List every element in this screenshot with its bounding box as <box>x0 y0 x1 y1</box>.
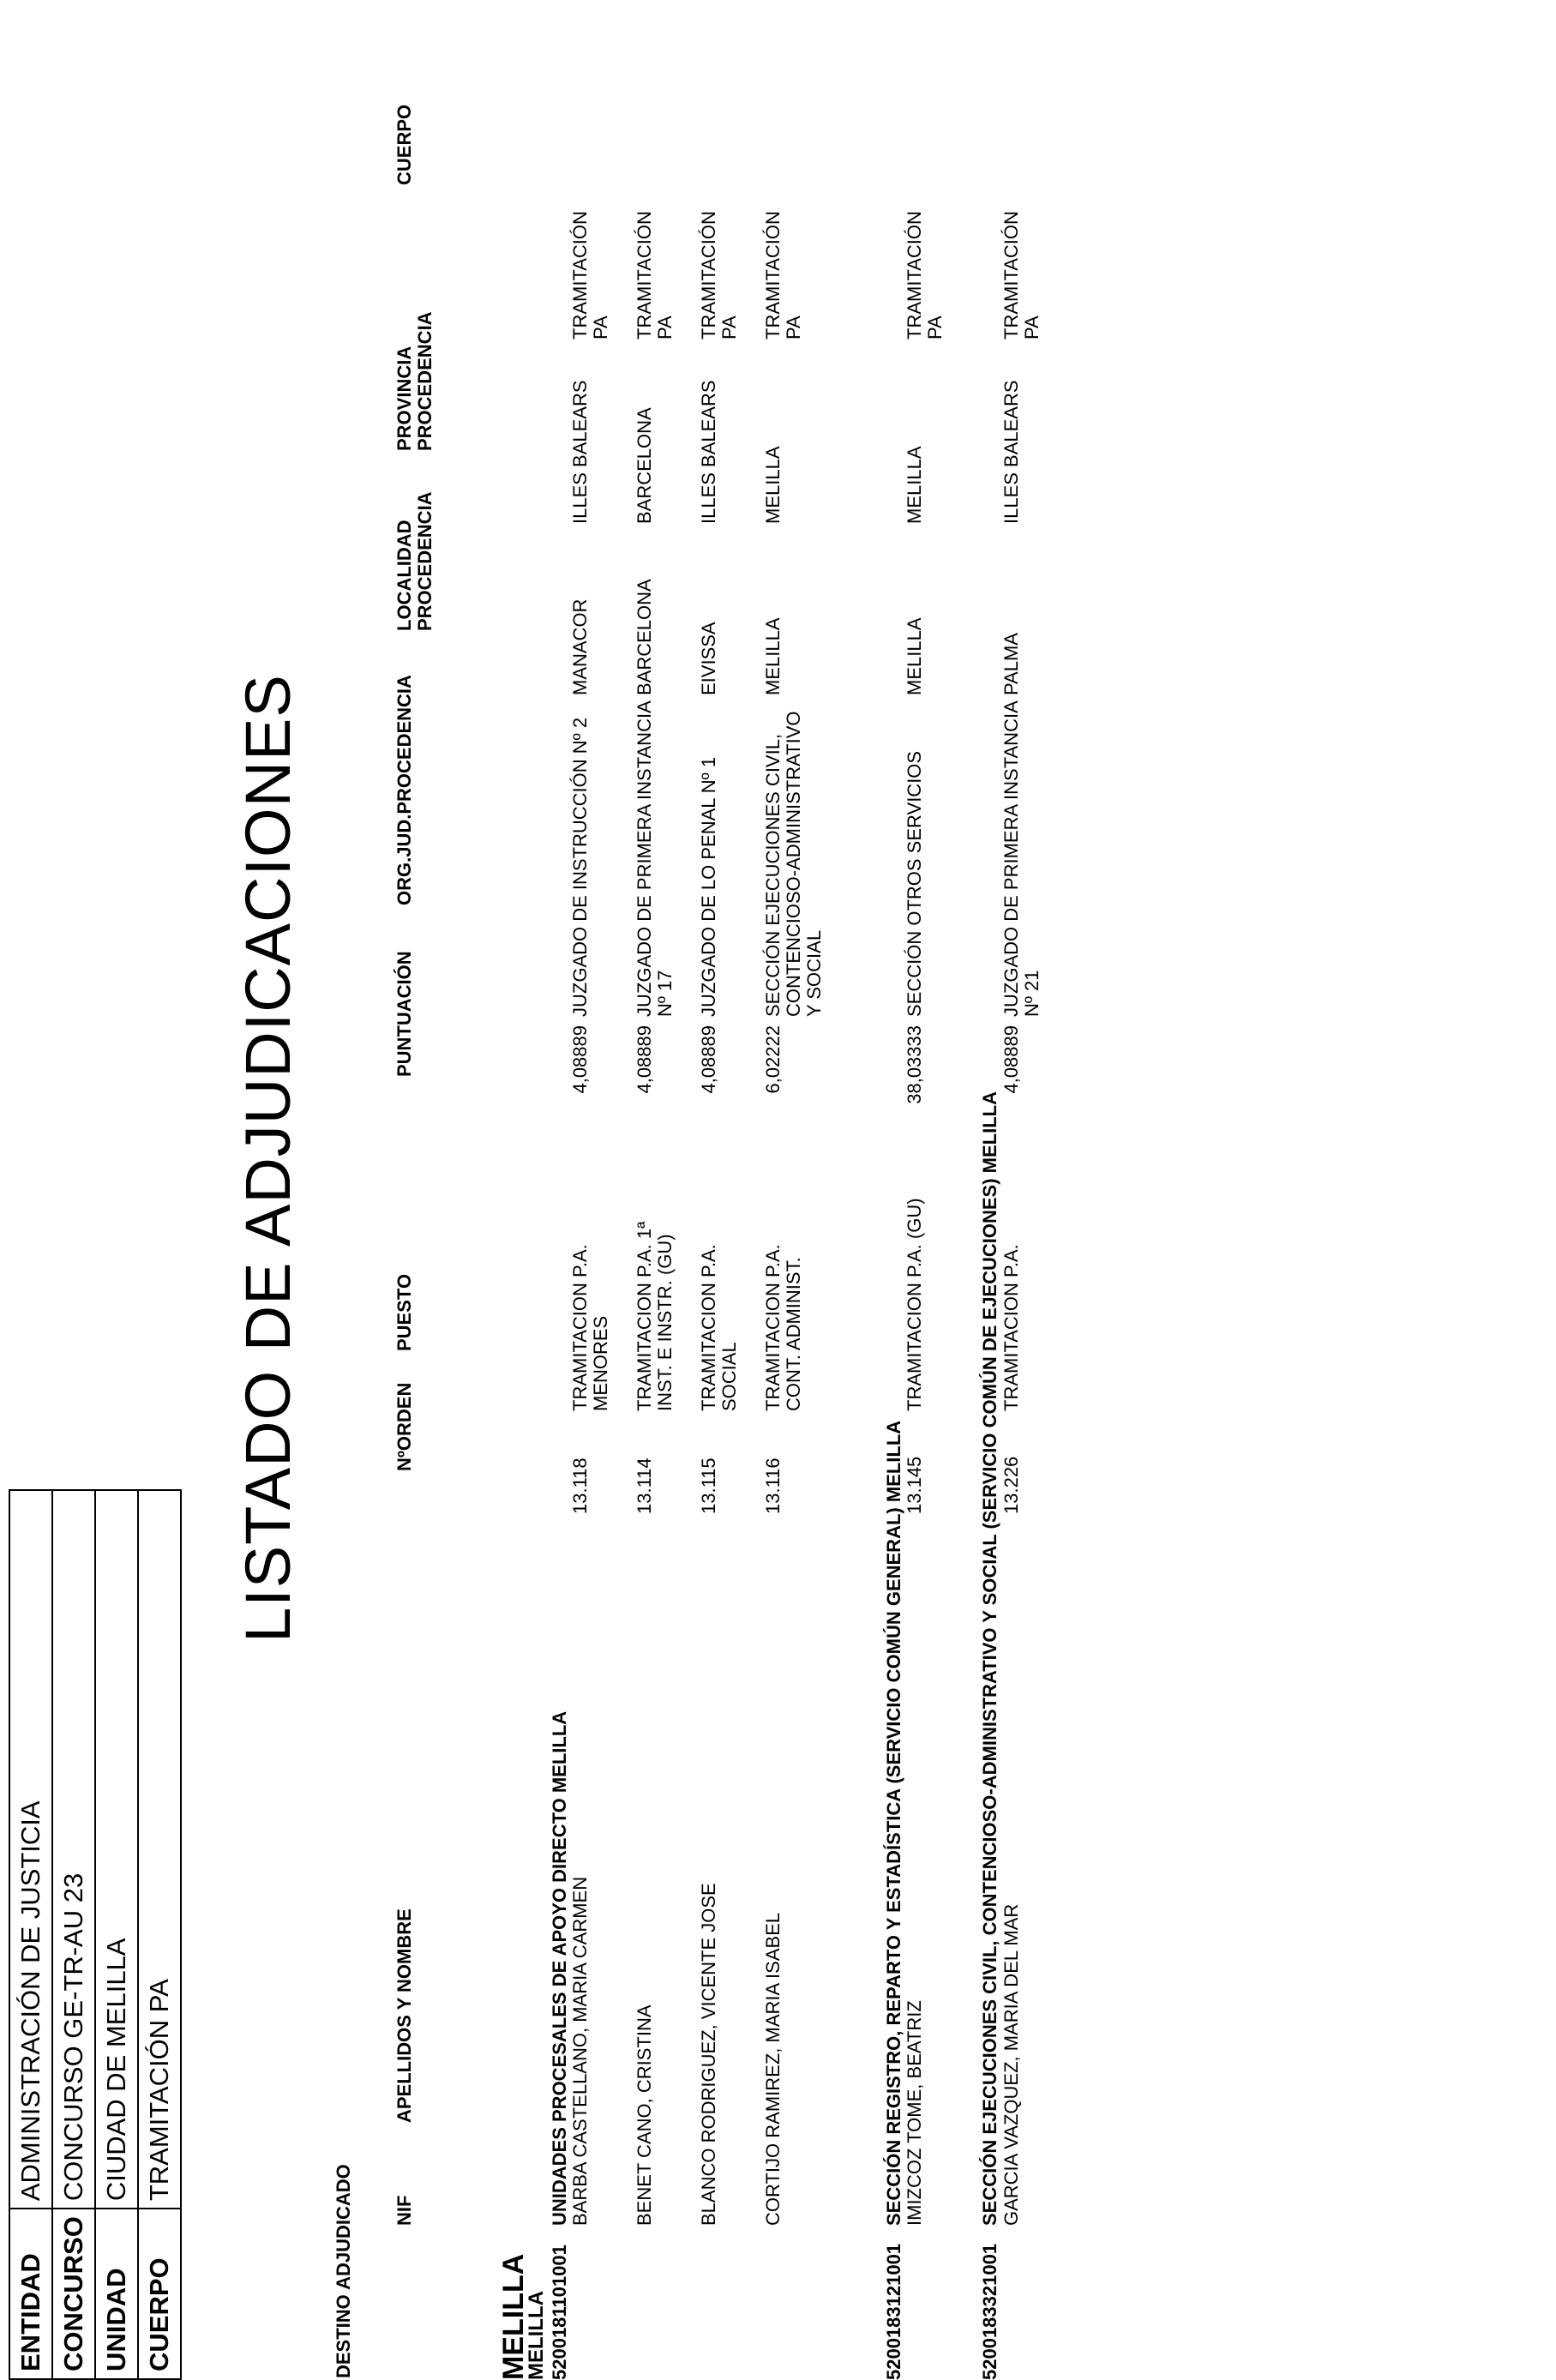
row-provincia: MELILLA <box>762 446 784 524</box>
destino-code: 5200183121001 <box>883 2243 904 2380</box>
row-puntuacion: 4,08889 <box>634 1025 655 1094</box>
row-org: JUZGADO DE INSTRUCCIÓN Nº 2 <box>569 717 591 1017</box>
row-cuerpo: TRAMITACIÓN PA <box>569 211 611 340</box>
row-nombre: BENET CANO, CRISTINA <box>634 2004 655 2226</box>
row-org: JUZGADO DE LO PENAL Nº 1 <box>698 756 719 1017</box>
header-nif: NIF <box>394 2195 415 2226</box>
row-localidad: MANACOR <box>569 598 591 695</box>
row-orden: 13.145 <box>904 1456 925 1514</box>
header-orden: NºORDEN <box>394 1382 415 1471</box>
row-nombre: CORTIJO RAMIREZ, MARIA ISABEL <box>762 1912 784 2226</box>
info-value: TRAMITACIÓN PA <box>138 1490 181 2209</box>
header-org: ORG.JUD.PROCEDENCIA <box>394 675 415 905</box>
row-puntuacion: 38,03333 <box>904 1025 925 1104</box>
row-cuerpo: TRAMITACIÓN PA <box>904 211 946 340</box>
subregion-heading: MELILLA <box>525 2291 548 2380</box>
row-localidad: PALMA <box>1000 633 1022 695</box>
row-puesto: TRAMITACION P.A. (GU) <box>904 1198 925 1411</box>
destino-code: 5200181101001 <box>549 2245 570 2380</box>
row-puesto: TRAMITACION P.A. MENORES <box>569 1244 611 1411</box>
row-orden: 13.118 <box>569 1457 591 1514</box>
row-provincia: ILLES BALEARS <box>1000 380 1022 524</box>
info-label: CUERPO <box>138 2209 181 2379</box>
page-title: LISTADO DE ADJUDICACIONES <box>232 674 303 1643</box>
row-puntuacion: 6,02222 <box>762 1025 784 1094</box>
info-label: UNIDAD <box>95 2209 138 2379</box>
row-localidad: EIVISSA <box>698 622 719 695</box>
header-localidad: LOCALIDAD PROCEDENCIA <box>394 491 436 631</box>
row-provincia: MELILLA <box>904 446 925 524</box>
info-label: CONCURSO <box>52 2209 95 2379</box>
row-nombre: GARCIA VAZQUEZ, MARIA DEL MAR <box>1000 1903 1022 2226</box>
row-nombre: BARBA CASTELLANO, MARIA CARMEN <box>569 1876 591 2226</box>
info-row <box>52 1490 95 2379</box>
row-org: JUZGADO DE PRIMERA INSTANCIA Nº 21 <box>1000 701 1042 1017</box>
row-puesto: TRAMITACION P.A. SOCIAL <box>698 1244 740 1411</box>
region-heading: MELILLA <box>497 2253 530 2380</box>
row-cuerpo: TRAMITACIÓN PA <box>634 211 676 340</box>
info-row <box>138 1490 181 2379</box>
header-puesto: PUESTO <box>394 1273 415 1351</box>
row-provincia: BARCELONA <box>634 407 655 524</box>
row-cuerpo: TRAMITACIÓN PA <box>698 211 740 340</box>
row-cuerpo: TRAMITACIÓN PA <box>762 211 804 340</box>
row-orden: 13.114 <box>634 1457 655 1514</box>
row-puntuacion: 4,08889 <box>1000 1025 1022 1094</box>
destino-label: DESTINO ADJUDICADO <box>333 2164 354 2378</box>
info-value: CONCURSO GE-TR-AU 23 <box>52 1490 95 2209</box>
row-puesto: TRAMITACION P.A. <box>1000 1244 1022 1411</box>
row-cuerpo: TRAMITACIÓN PA <box>1000 211 1042 340</box>
header-puntuacion: PUNTUACIÓN <box>394 951 415 1077</box>
info-row <box>95 1490 138 2379</box>
row-org: SECCIÓN OTROS SERVICIOS <box>904 750 925 1017</box>
row-localidad: MELILLA <box>762 617 784 695</box>
row-orden: 13.116 <box>762 1457 784 1514</box>
row-org: SECCIÓN EJECUCIONES CIVIL, CONTENCIOSO-ADMINISTRATIVO Y SOCIAL <box>762 711 825 1017</box>
info-table <box>9 1489 182 2380</box>
row-localidad: MELILLA <box>904 617 925 695</box>
info-value: CIUDAD DE MELILLA <box>95 1490 138 2209</box>
destino-name: UNIDADES PROCESALES DE APOYO DIRECTO MELILLA <box>549 1710 570 2226</box>
row-puesto: TRAMITACION P.A. CONT. ADMINIST. <box>762 1244 804 1411</box>
header-provincia: PROVINCIA PROCEDENCIA <box>394 311 436 451</box>
row-orden: 13.115 <box>698 1457 719 1514</box>
row-provincia: ILLES BALEARS <box>569 380 591 524</box>
row-provincia: ILLES BALEARS <box>698 380 719 524</box>
row-org: JUZGADO DE PRIMERA INSTANCIA Nº 17 <box>634 701 676 1017</box>
row-puntuacion: 4,08889 <box>698 1025 719 1094</box>
info-row <box>9 1490 52 2379</box>
destino-name: SECCIÓN EJECUCIONES CIVIL, CONTENCIOSO-ADMINISTRATIVO Y SOCIAL (SERVICIO COMÚN DE EJECUCIONES) MELILLA <box>979 1091 1000 2226</box>
info-value: ADMINISTRACIÓN DE JUSTICIA <box>9 1490 52 2209</box>
destino-code: 5200183321001 <box>979 2243 1000 2380</box>
row-nombre: IMIZCOZ TOME, BEATRIZ <box>904 2000 925 2226</box>
row-puntuacion: 4,08889 <box>569 1025 591 1094</box>
info-label: ENTIDAD <box>9 2209 52 2379</box>
header-cuerpo: CUERPO <box>394 104 415 185</box>
row-localidad: BARCELONA <box>634 579 655 695</box>
destino-name: SECCIÓN REGISTRO, REPARTO Y ESTADÍSTICA (SERVICIO COMÚN GENERAL) MELILLA <box>883 1420 904 2226</box>
row-orden: 13.226 <box>1000 1456 1022 1514</box>
row-puesto: TRAMITACION P.A. 1ª INST. E INSTR. (GU) <box>634 1221 676 1411</box>
row-nombre: BLANCO RODRIGUEZ, VICENTE JOSE <box>698 1883 719 2226</box>
header-apellidos: APELLIDOS Y NOMBRE <box>394 1908 415 2123</box>
